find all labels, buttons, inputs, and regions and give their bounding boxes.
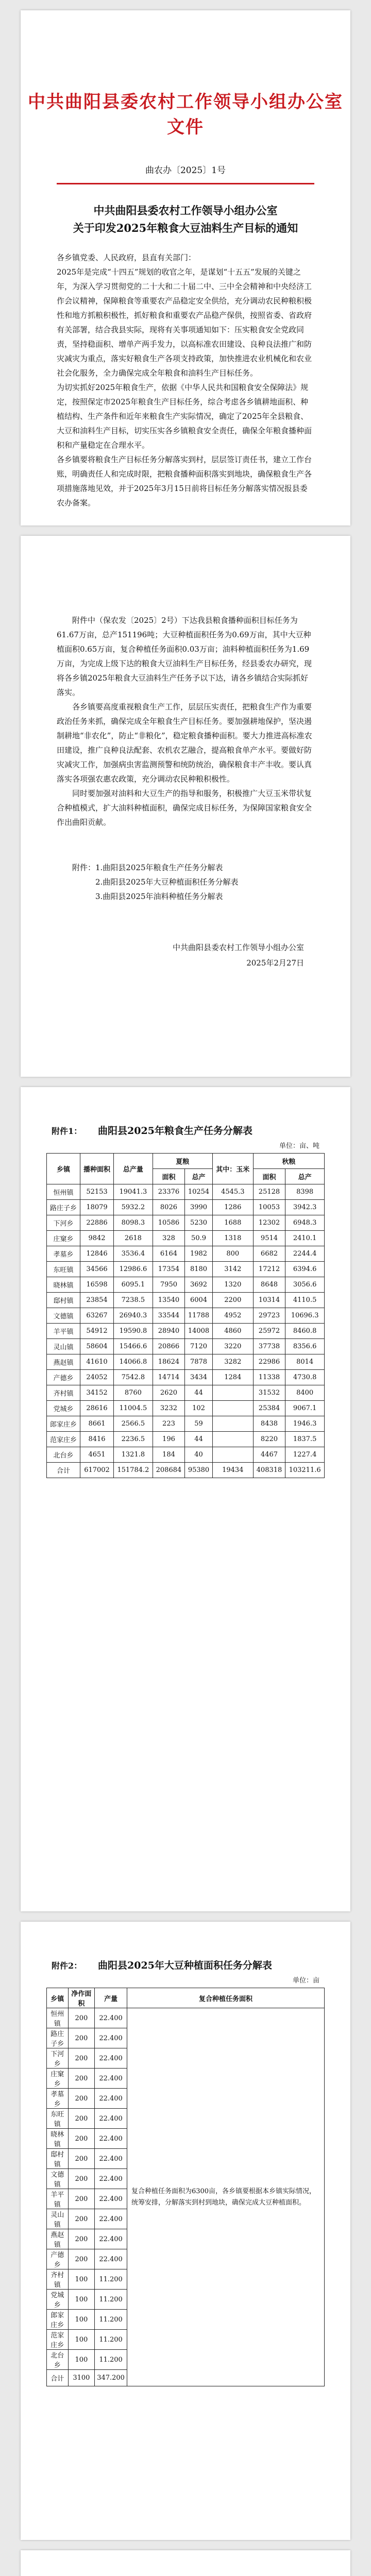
col-header: 总产量 [114, 1154, 153, 1184]
col-header: 秋粮 [253, 1154, 324, 1169]
table-cell: 1946.3 [285, 1416, 325, 1432]
table-cell: 95380 [185, 1463, 213, 1478]
table-cell: 25128 [253, 1184, 285, 1200]
table-cell: 10696.3 [285, 1308, 325, 1324]
table-cell: 22.400 [95, 2069, 127, 2089]
table-cell: 13540 [153, 1293, 184, 1308]
table-cell: 22.400 [95, 2048, 127, 2069]
table-cell: 200 [68, 2089, 95, 2109]
table-row [47, 1200, 325, 1215]
table-cell: 6394.6 [285, 1262, 325, 1277]
table-cell: 羊平镇 [47, 1324, 80, 1339]
table-cell: 羊平镇 [47, 2189, 69, 2209]
table-cell: 208684 [153, 1463, 184, 1478]
table-row [47, 1354, 325, 1370]
table-row [47, 1246, 325, 1262]
table-cell: 200 [68, 2008, 95, 2028]
table-row [47, 1463, 325, 1478]
table-cell: 37738 [253, 1339, 285, 1354]
annex-2-title: 曲阳县2025年大豆种植面积任务分解表 [98, 1960, 272, 1971]
document-number: 曲农办〔2025〕1号 [145, 165, 226, 176]
table-cell: 8014 [285, 1354, 325, 1370]
table-cell: 5932.2 [114, 1200, 153, 1215]
table-cell: 7120 [185, 1339, 213, 1354]
table-row [47, 1231, 325, 1246]
table-cell: 23376 [153, 1184, 184, 1200]
table-cell: 4860 [212, 1324, 253, 1339]
table-cell: 4651 [80, 1447, 114, 1463]
table-cell: 52153 [80, 1184, 114, 1200]
notice-body [21, 250, 350, 510]
table-row [47, 1401, 325, 1416]
col-header: 播种面积 [80, 1154, 114, 1184]
table-cell: 44 [185, 1385, 213, 1401]
table-cell: 8648 [253, 1277, 285, 1293]
table-cell: 22.400 [95, 2129, 127, 2149]
table-cell: 北台乡 [47, 1447, 80, 1463]
table-cell: 33544 [153, 1308, 184, 1324]
table-cell: 东旺镇 [47, 2109, 69, 2129]
table-cell: 燕赵镇 [47, 2229, 69, 2249]
table-cell: 范家庄乡 [47, 1432, 80, 1447]
table-cell: 2620 [153, 1385, 184, 1401]
table-cell: 6095.1 [114, 1277, 153, 1293]
red-divider-line [57, 183, 314, 184]
table-cell: 200 [68, 2149, 95, 2169]
table-cell: 26940.3 [114, 1308, 153, 1324]
grain-task-table [46, 1153, 325, 1478]
table-cell: 8400 [285, 1385, 325, 1401]
table-cell: 24052 [80, 1370, 114, 1385]
table-row [47, 1416, 325, 1432]
table-cell: 2410.1 [285, 1231, 325, 1246]
col-header: 乡镇 [47, 1988, 69, 2008]
table-cell: 2200 [212, 1293, 253, 1308]
table-cell: 40 [185, 1447, 213, 1463]
table-cell: 31532 [253, 1385, 285, 1401]
table-cell: 18079 [80, 1200, 114, 1215]
table-row [47, 1308, 325, 1324]
annex-1-page [21, 1087, 350, 1911]
table-row [47, 1184, 325, 1200]
table-cell: 8438 [253, 1416, 285, 1432]
table-cell: 孝墓乡 [47, 1246, 80, 1262]
table-cell: 200 [68, 2048, 95, 2069]
table-cell: 14008 [185, 1324, 213, 1339]
table-cell: 23854 [80, 1293, 114, 1308]
table-cell: 22.400 [95, 2169, 127, 2189]
table-cell: 北台乡 [47, 2350, 69, 2370]
paragraph: 2025年是完成“十四五”规划的收官之年，是谋划“十五五”发展的关键之年，为深入学习贯彻党的二十大和二十届二中、三中全会精神和中央经济工作会议精神，保障粮食等重要农产品稳定安全供给，充分调动农民种粮积极性和地方抓粮积极性，抓好粮食和重要农产品稳产保供，按照省委、省政府有关部署，结合我县实际，现将有关事项通知如下：压实粮食安全党政同责，坚持稳面积、增单产两手发力，以高标准农田建设、良种良法推广和防灾减灾为重点，落实好粮食生产各项支持政策，加快推进农业机械化和农业社会化服务，全力确保完成全年粮食和油料生产目标任务。 [57, 267, 312, 378]
table-cell: 50.9 [185, 1231, 213, 1246]
table-cell: 17212 [253, 1262, 285, 1277]
table-cell: 8661 [80, 1416, 114, 1432]
table-cell: 1837.5 [285, 1432, 325, 1447]
table-cell: 党城乡 [47, 2290, 69, 2310]
table-cell: 4545.3 [212, 1184, 253, 1200]
table-cell: 12302 [253, 1215, 285, 1231]
table-cell: 晓林镇 [47, 2129, 69, 2149]
table-cell: 恒州镇 [47, 1184, 80, 1200]
table-cell: 1982 [185, 1246, 213, 1262]
table-cell: 9514 [253, 1231, 285, 1246]
table-cell: 34566 [80, 1262, 114, 1277]
table-cell: 11788 [185, 1308, 213, 1324]
table-cell: 22.400 [95, 2008, 127, 2028]
table-cell: 8398 [285, 1184, 325, 1200]
table-cell: 1227.4 [285, 1447, 325, 1463]
table-row [47, 1339, 325, 1354]
table-cell: 3434 [185, 1370, 213, 1385]
table-row [47, 1447, 325, 1463]
table-cell: 4467 [253, 1447, 285, 1463]
table-cell: 200 [68, 2169, 95, 2189]
col-header: 净作面积 [68, 1988, 95, 2008]
compound-planting-note: 复合种植任务面积为6300亩，各乡镇要根据本乡镇实际情况，统筹安排，分解落实到村到地块，确保完成大豆种植面积。 [127, 2008, 324, 2386]
table-cell: 22.400 [95, 2209, 127, 2229]
table-row [47, 1370, 325, 1385]
signature-date: 2025年2月27日 [246, 958, 304, 968]
col-subheader: 面积 [153, 1169, 184, 1184]
table-row [47, 1385, 325, 1401]
table-cell: 15466.6 [114, 1339, 153, 1354]
table-cell: 100 [68, 2330, 95, 2350]
table-cell: 齐村镇 [47, 2269, 69, 2290]
annex-1-title: 曲阳县2025年粮食生产任务分解表 [98, 1125, 252, 1137]
paragraph: 各乡镇要高度重视粮食生产工作，层层压实责任，把粮食生产作为重要政治任务来抓，确保完成全年粮食生产目标任务。要加强耕地保护，坚决遏制耕地“非农化”，防止“非粮化”，稳定粮食播种面积。要大力推进高标准农田建设，推广良种良法配套、农机农艺融合，提高粮食单产水平。要做好防灾减灾工作，加强病虫害监测预警和统防统治，确保粮食丰产丰收。要认真落实各项强农惠农政策，充分调动农民种粮积极性。 [57, 702, 312, 784]
paragraph: 各乡镇要将粮食生产目标任务分解落实到村，层层签订责任书，建立工作台账，明确责任人和完成时限，把粮食播种面积落实到地块，确保粮食生产各项措施落地见效，并于2025年3月15日前将目标任务分解落实情况报县委农办备案。 [57, 455, 312, 507]
table-cell: 8026 [153, 1200, 184, 1215]
table-cell: 22.400 [95, 2189, 127, 2209]
table-cell [212, 1385, 253, 1401]
table-cell: 燕赵镇 [47, 1354, 80, 1370]
table-cell: 1286 [212, 1200, 253, 1215]
table-cell: 9842 [80, 1231, 114, 1246]
table-cell: 1284 [212, 1370, 253, 1385]
table-cell: 408318 [253, 1463, 285, 1478]
table-cell: 41610 [80, 1354, 114, 1370]
signature-block [21, 940, 350, 971]
annex-1-label: 附件1： [52, 1126, 82, 1136]
table-cell: 22.400 [95, 2028, 127, 2048]
table-cell: 8098.3 [114, 1215, 153, 1231]
table-cell: 151784.2 [114, 1463, 153, 1478]
annex-2-page [21, 1922, 350, 2540]
table-cell: 3990 [185, 1200, 213, 1215]
table-cell: 7238.5 [114, 1293, 153, 1308]
table-cell: 11.200 [95, 2310, 127, 2330]
table-cell: 102 [185, 1401, 213, 1416]
table-cell: 合计 [47, 1463, 80, 1478]
notice-body-continued [21, 613, 350, 829]
table-cell: 3100 [68, 2370, 95, 2386]
table-cell: 东旺镇 [47, 1262, 80, 1277]
table-cell [212, 1416, 253, 1432]
table-cell: 22.400 [95, 2109, 127, 2129]
table-cell: 6682 [253, 1246, 285, 1262]
table-cell: 11338 [253, 1370, 285, 1385]
table-cell: 文德镇 [47, 2169, 69, 2189]
table-cell: 22886 [80, 1215, 114, 1231]
document-page-2 [21, 536, 350, 1077]
col-subheader: 面积 [253, 1169, 285, 1184]
table-cell: 3232 [153, 1401, 184, 1416]
attachment-item: 3.曲阳县2025年油料种植任务分解表 [95, 892, 223, 901]
table-cell: 1321.8 [114, 1447, 153, 1463]
attachment-item: 附件：1.曲阳县2025年粮食生产任务分解表 [72, 863, 223, 872]
table-cell: 庄窠乡 [47, 1231, 80, 1246]
table-cell: 11.200 [95, 2330, 127, 2350]
col-subheader: 总产 [285, 1169, 325, 1184]
table-cell: 17354 [153, 1262, 184, 1277]
table-cell: 灵山镇 [47, 1339, 80, 1354]
table-cell: 196 [153, 1432, 184, 1447]
table-cell: 34152 [80, 1385, 114, 1401]
table-cell: 孝墓乡 [47, 2089, 69, 2109]
table-cell: 14714 [153, 1370, 184, 1385]
table-cell: 22.400 [95, 2149, 127, 2169]
table-cell: 下河乡 [47, 2048, 69, 2069]
table-cell: 2244.4 [285, 1246, 325, 1262]
table-cell: 12846 [80, 1246, 114, 1262]
table-cell: 3692 [185, 1277, 213, 1293]
table-cell: 29723 [253, 1308, 285, 1324]
table-row [47, 1215, 325, 1231]
col-header: 其中：玉米 [212, 1154, 253, 1184]
table-cell: 200 [68, 2249, 95, 2269]
attachment-list [21, 860, 350, 904]
table-cell: 党城乡 [47, 1401, 80, 1416]
table-cell: 800 [212, 1246, 253, 1262]
table-cell: 100 [68, 2290, 95, 2310]
table-cell: 103211.6 [285, 1463, 325, 1478]
table-cell: 3142 [212, 1262, 253, 1277]
table-cell: 8180 [185, 1262, 213, 1277]
notice-title-line1: 中共曲阳县委农村工作领导小组办公室 [93, 204, 278, 217]
table-cell: 庄窠乡 [47, 2069, 69, 2089]
table-cell: 3942.3 [285, 1200, 325, 1215]
table-cell: 郎家庄乡 [47, 2310, 69, 2330]
table-cell [212, 1432, 253, 1447]
table-cell: 14066.8 [114, 1354, 153, 1370]
col-header: 产量 [95, 1988, 127, 2008]
attachment-item: 2.曲阳县2025年大豆种植面积任务分解表 [95, 877, 239, 887]
table-cell [212, 1447, 253, 1463]
table-cell: 邸村镇 [47, 1293, 80, 1308]
table-cell: 8356.6 [285, 1339, 325, 1354]
table-cell: 25384 [253, 1401, 285, 1416]
table-cell: 路庄子乡 [47, 1200, 80, 1215]
table-cell: 5230 [185, 1215, 213, 1231]
col-header: 乡镇 [47, 1154, 80, 1184]
notice-title [21, 202, 350, 237]
annex-2-unit: 单位：亩 [292, 1977, 319, 1985]
table-cell: 路庄子乡 [47, 2028, 69, 2048]
table-cell: 晓林镇 [47, 1277, 80, 1293]
table-cell: 100 [68, 2269, 95, 2290]
annex-1-heading [21, 1123, 350, 1137]
table-cell: 328 [153, 1231, 184, 1246]
table-cell: 范家庄乡 [47, 2330, 69, 2350]
annex-3-page [21, 2550, 350, 2576]
table-cell: 11.200 [95, 2290, 127, 2310]
table-cell: 200 [68, 2109, 95, 2129]
table-cell: 25972 [253, 1324, 285, 1339]
table-cell: 3536.4 [114, 1246, 153, 1262]
table-cell: 2236.5 [114, 1432, 153, 1447]
table-cell: 100 [68, 2310, 95, 2330]
table-cell: 54912 [80, 1324, 114, 1339]
table-cell: 8416 [80, 1432, 114, 1447]
table-cell: 8460.8 [285, 1324, 325, 1339]
table-cell: 200 [68, 2229, 95, 2249]
table-cell: 19041.3 [114, 1184, 153, 1200]
table-cell: 6948.3 [285, 1215, 325, 1231]
table-cell: 28616 [80, 1401, 114, 1416]
table-cell: 16598 [80, 1277, 114, 1293]
table-cell: 22.400 [95, 2089, 127, 2109]
notice-title-line2: 关于印发2025年粮食大豆油料生产目标的通知 [73, 222, 298, 234]
table-row [47, 1432, 325, 1447]
table-cell: 19434 [212, 1463, 253, 1478]
table-row [47, 1324, 325, 1339]
col-subheader: 总产 [185, 1169, 213, 1184]
table-cell: 4730.8 [285, 1370, 325, 1385]
table-cell: 22.400 [95, 2229, 127, 2249]
table-cell: 20866 [153, 1339, 184, 1354]
table-cell: 11004.5 [114, 1401, 153, 1416]
table-cell: 产德乡 [47, 2249, 69, 2269]
recipients: 各乡镇党委、人民政府，县直有关部门： [57, 253, 196, 262]
table-cell: 22.400 [95, 2249, 127, 2269]
document-page-1 [21, 10, 350, 526]
soybean-task-table [46, 1988, 325, 2386]
table-cell: 邸村镇 [47, 2149, 69, 2169]
table-cell: 文德镇 [47, 1308, 80, 1324]
table-row [47, 1277, 325, 1293]
table-cell: 1688 [212, 1215, 253, 1231]
table-cell: 22986 [253, 1354, 285, 1370]
table-cell: 10314 [253, 1293, 285, 1308]
col-header: 复合种植任务面积 [127, 1988, 324, 2008]
table-cell: 2618 [114, 1231, 153, 1246]
table-cell: 347.200 [95, 2370, 127, 2386]
table-cell: 8220 [253, 1432, 285, 1447]
table-cell: 200 [68, 2069, 95, 2089]
table-cell: 恒州镇 [47, 2008, 69, 2028]
table-cell: 200 [68, 2209, 95, 2229]
table-cell: 7542.8 [114, 1370, 153, 1385]
table-cell: 6164 [153, 1246, 184, 1262]
table-cell [212, 1401, 253, 1416]
table-row [47, 1262, 325, 1277]
table-cell: 63267 [80, 1308, 114, 1324]
table-cell: 9067.1 [285, 1401, 325, 1416]
table-cell: 18624 [153, 1354, 184, 1370]
table-cell: 100 [68, 2350, 95, 2370]
paragraph: 同时要加强对油料和大豆生产的指导和服务，积极推广大豆玉米带状复合种植模式，扩大油料种植面积，确保完成目标任务，为保障国家粮食安全作出曲阳贡献。 [57, 789, 312, 827]
table-cell: 200 [68, 2028, 95, 2048]
table-cell: 2566.5 [114, 1416, 153, 1432]
table-cell: 4952 [212, 1308, 253, 1324]
table-cell: 齐村镇 [47, 1385, 80, 1401]
annex-1-unit: 单位：亩、吨 [279, 1142, 319, 1150]
table-cell: 1320 [212, 1277, 253, 1293]
table-cell: 200 [68, 2129, 95, 2149]
annex-2-heading [21, 1958, 350, 1972]
col-header: 夏粮 [153, 1154, 212, 1169]
table-cell: 11.200 [95, 2350, 127, 2370]
table-cell: 1318 [212, 1231, 253, 1246]
table-cell: 10586 [153, 1215, 184, 1231]
table-cell: 4110.5 [285, 1293, 325, 1308]
table-cell: 6004 [185, 1293, 213, 1308]
table-cell: 200 [68, 2189, 95, 2209]
table-cell: 223 [153, 1416, 184, 1432]
table-cell: 184 [153, 1447, 184, 1463]
table-row [47, 2008, 325, 2028]
table-cell: 58604 [80, 1339, 114, 1354]
table-cell: 产德乡 [47, 1370, 80, 1385]
table-cell: 59 [185, 1416, 213, 1432]
paragraph: 为切实抓好2025年粮食生产，依据《中华人民共和国粮食安全保障法》规定，按照保定市2025年粮食生产目标任务，综合考虑各乡镇耕地面积、种植结构、生产条件和近年来粮食生产实际情况，确定了2025年全县粮食、大豆和油料生产目标，切实压实各乡镇粮食安全责任，确保全年粮食播种面积和产量稳定在合理水平。 [57, 383, 312, 450]
table-cell: 3282 [212, 1354, 253, 1370]
table-cell: 19590.8 [114, 1324, 153, 1339]
paragraph: 附件中（保农发〔2025〕2号）下达我县粮食播种面积目标任务为61.67万亩，总产151196吨；大豆种植面积任务为0.69万亩，其中大豆种植面积0.65万亩，复合种植任务面积0.03万亩；油料种植面积任务为1.69万亩，为完成上级下达的粮食大豆油料生产目标任务，经县委农办研究，现将各乡镇2025年粮食大豆油料生产任务予以下达，请各乡镇结合实际抓好落实。 [57, 616, 312, 697]
table-cell: 10254 [185, 1184, 213, 1200]
document-header-title: 中共曲阳县委农村工作领导小组办公室文件 [28, 92, 343, 138]
table-cell: 灵山镇 [47, 2209, 69, 2229]
table-cell: 3056.6 [285, 1277, 325, 1293]
signature-org: 中共曲阳县委农村工作领导小组办公室 [172, 943, 304, 952]
table-cell: 617002 [80, 1463, 114, 1478]
table-cell: 10053 [253, 1200, 285, 1215]
table-cell: 7878 [185, 1354, 213, 1370]
table-cell: 8760 [114, 1385, 153, 1401]
table-cell: 合计 [47, 2370, 69, 2386]
table-cell: 28940 [153, 1324, 184, 1339]
table-cell: 12986.6 [114, 1262, 153, 1277]
table-cell: 11.200 [95, 2269, 127, 2290]
table-row [47, 1293, 325, 1308]
table-cell: 3220 [212, 1339, 253, 1354]
table-cell: 44 [185, 1432, 213, 1447]
annex-2-label: 附件2： [52, 1961, 82, 1971]
table-cell: 下河乡 [47, 1215, 80, 1231]
table-cell: 郎家庄乡 [47, 1416, 80, 1432]
table-cell: 7950 [153, 1277, 184, 1293]
